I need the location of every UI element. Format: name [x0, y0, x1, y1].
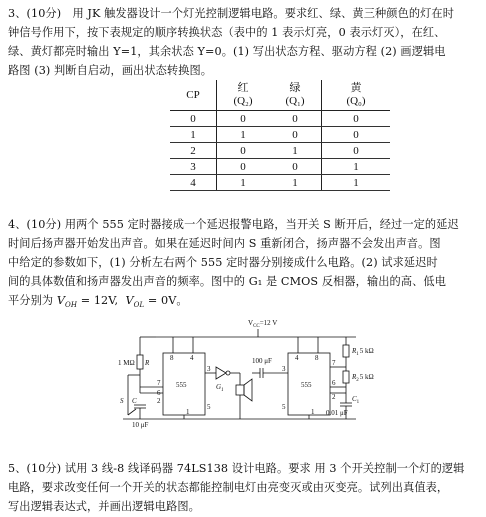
cell-red: 1 — [217, 175, 270, 191]
left-pin: 3 — [207, 365, 211, 373]
c-left-value: 10 μF — [132, 421, 149, 429]
cell-red: 0 — [217, 143, 270, 159]
table-row — [170, 111, 390, 127]
table-row — [170, 175, 390, 191]
right-pin: 7 — [332, 359, 336, 367]
left-pin: 4 — [190, 354, 194, 362]
q3-line-4: 路图 (3) 判断自启动，画出状态转换图。 — [8, 64, 213, 77]
cell-yellow: 0 — [322, 111, 391, 127]
q5-line-3: 写出逻辑表达式，并画出逻辑电路图。 — [8, 500, 200, 513]
q4-line-1: 4、(10分) 用两个 555 定时器接成一个延迟报警电路，当开关 S 断开后，经过一定的延迟 — [8, 218, 459, 231]
voh-value: = 12V, — [77, 294, 119, 307]
r-left-name: R — [145, 359, 150, 367]
voh-subscript: OH — [65, 301, 78, 310]
cell-cp: 1 — [170, 127, 217, 143]
header-cp: CP — [170, 80, 217, 111]
cell-red: 0 — [217, 159, 270, 175]
cell-green: 0 — [269, 159, 322, 175]
cell-green: 0 — [269, 127, 322, 143]
c1-label: $C_1$ — [352, 395, 360, 405]
left-pin: 6 — [157, 389, 161, 397]
cell-red: 0 — [217, 111, 270, 127]
right-chip-label: 555 — [301, 381, 312, 389]
vol-value: = 0V。 — [144, 294, 188, 307]
right-pin: 2 — [332, 393, 336, 401]
r2-label: $R_25$ kΩ — [352, 373, 374, 383]
cell-cp: 4 — [170, 175, 217, 191]
cell-yellow: 0 — [322, 127, 391, 143]
right-pin: 5 — [282, 403, 286, 411]
switch-name: S — [120, 397, 124, 405]
left-pin: 5 — [207, 403, 211, 411]
q4-line-4: 间的具体数值和扬声器发出声音的频率。图中的 G₁ 是 CMOS 反相器，输出的高、低电 — [8, 275, 446, 288]
r-left-value: 1 MΩ — [118, 359, 135, 367]
table-row — [170, 127, 390, 143]
right-pin: 6 — [332, 379, 336, 387]
cell-cp: 3 — [170, 159, 217, 175]
right-pin: 1 — [311, 408, 315, 416]
question-3 — [8, 4, 478, 80]
header-green: 绿 (Q₁) — [269, 80, 322, 111]
right-pin: 4 — [295, 354, 299, 362]
q3-line-2: 钟信号作用下，按下表规定的顺序转换状态（表中的 1 表示灯亮，0 表示灯灭），在红、 — [8, 26, 446, 39]
cell-cp: 2 — [170, 143, 217, 159]
c1-value: 0.01 μF — [326, 409, 348, 417]
right-pin: 8 — [315, 354, 319, 362]
table-row — [170, 143, 390, 159]
state-table-header — [170, 80, 390, 111]
q4-line-5-prefix: 平分别为 — [8, 294, 54, 307]
voh-symbol: V — [56, 294, 65, 307]
header-red: 红 (Q₂) — [217, 80, 270, 111]
cell-green: 1 — [269, 143, 322, 159]
vol-symbol: V — [125, 294, 134, 307]
vcc-label: $V_{CC}=12$ V — [248, 319, 278, 329]
q3-line-3: 绿、黄灯都亮时输出 Y=1，其余状态 Y=0。(1) 写出状态方程、驱动方程 (2) 画逻辑电 — [8, 45, 446, 58]
right-pin: 3 — [282, 365, 286, 373]
state-table — [170, 80, 390, 191]
question-5 — [8, 459, 478, 516]
cap-mid-value: 100 μF — [252, 357, 272, 365]
cell-red: 1 — [217, 127, 270, 143]
q4-line-2: 时间后扬声器开始发出声音。如果在延迟时间内 S 重新闭合，扬声器不会发出声音。图 — [8, 237, 441, 250]
table-row — [170, 159, 390, 175]
cell-green: 1 — [269, 175, 322, 191]
left-pin: 8 — [170, 354, 174, 362]
question-4 — [8, 215, 478, 315]
vol-subscript: OL — [133, 301, 145, 310]
c-left-name: C — [132, 397, 137, 405]
cell-yellow: 1 — [322, 159, 391, 175]
left-chip-label: 555 — [176, 381, 187, 389]
header-yellow: 黄 (Q₀) — [322, 80, 391, 111]
left-pin: 2 — [157, 397, 161, 405]
q5-line-2: 电路，要求改变任何一个开关的状态都能控制电灯由亮变灭或由灭变亮。试列出真值表， — [8, 481, 449, 494]
q3-line-1: 3、(10分) 用 JK 触发器设计一个灯光控制逻辑电路。要求红、绿、黄三种颜色的灯在时 — [8, 7, 455, 20]
cell-cp: 0 — [170, 111, 217, 127]
delay-alarm-circuit — [118, 315, 374, 429]
cell-yellow: 0 — [322, 143, 391, 159]
q5-line-1: 5、(10分) 试用 3 线-8 线译码器 74LS138 设计电路。要求 用 3 个开关控制一个灯的逻辑 — [8, 462, 465, 475]
q4-line-5 — [8, 291, 478, 315]
cell-yellow: 1 — [322, 175, 391, 191]
q4-line-3: 中给定的参数如下，(1) 分析左右两个 555 定时器分别接成什么电路。(2) 试求延迟时 — [8, 256, 438, 269]
cell-green: 0 — [269, 111, 322, 127]
r1-label: $R_15$ kΩ — [352, 347, 374, 357]
left-pin: 1 — [186, 408, 190, 416]
gate-label: $G_1$ — [216, 383, 224, 393]
left-pin: 7 — [157, 379, 161, 387]
